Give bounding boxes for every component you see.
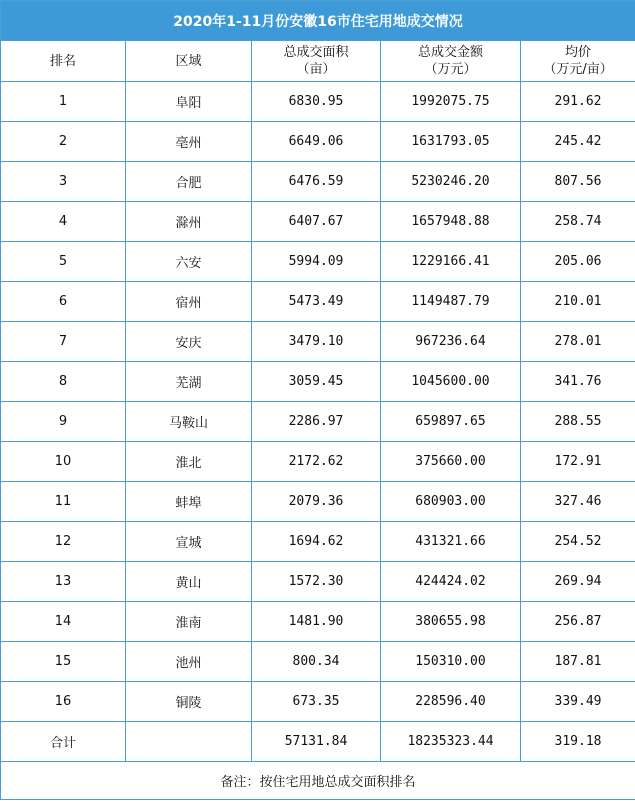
avg-price-cell: 341.76	[521, 362, 635, 402]
amount-cell: 375660.00	[381, 442, 521, 482]
table-row	[1, 442, 635, 482]
amount-cell: 1045600.00	[381, 362, 521, 402]
table-row	[1, 602, 635, 642]
rank-cell: 11	[1, 482, 126, 522]
avg-price-cell: 187.81	[521, 642, 635, 682]
header-rank: 排名	[1, 41, 126, 82]
area-cell: 3059.45	[252, 362, 381, 402]
total-region-cell	[126, 722, 252, 762]
area-cell: 1481.90	[252, 602, 381, 642]
amount-cell: 1229166.41	[381, 242, 521, 282]
avg-price-cell: 258.74	[521, 202, 635, 242]
avg-price-cell: 278.01	[521, 322, 635, 362]
avg-price-cell: 291.62	[521, 82, 635, 122]
region-cell: 淮南	[126, 602, 252, 642]
area-cell: 6407.67	[252, 202, 381, 242]
rank-cell: 9	[1, 402, 126, 442]
total-amount-cell: 18235323.44	[381, 722, 521, 762]
region-cell: 六安	[126, 242, 252, 282]
amount-cell: 680903.00	[381, 482, 521, 522]
table-row	[1, 682, 635, 722]
region-cell: 铜陵	[126, 682, 252, 722]
avg-price-cell: 269.94	[521, 562, 635, 602]
avg-price-cell: 807.56	[521, 162, 635, 202]
table-row	[1, 362, 635, 402]
header-amount	[381, 41, 521, 82]
title-row	[1, 1, 635, 41]
area-cell: 6649.06	[252, 122, 381, 162]
table-row	[1, 162, 635, 202]
total-label: 合计	[1, 722, 126, 762]
region-cell: 池州	[126, 642, 252, 682]
avg-price-cell: 172.91	[521, 442, 635, 482]
area-cell: 1572.30	[252, 562, 381, 602]
amount-cell: 380655.98	[381, 602, 521, 642]
rank-cell: 12	[1, 522, 126, 562]
area-cell: 2172.62	[252, 442, 381, 482]
rank-cell: 5	[1, 242, 126, 282]
avg-price-cell: 245.42	[521, 122, 635, 162]
header-amount-line2: （万元）	[424, 62, 477, 77]
area-cell: 6476.59	[252, 162, 381, 202]
area-cell: 800.34	[252, 642, 381, 682]
region-cell: 马鞍山	[126, 402, 252, 442]
amount-cell: 1631793.05	[381, 122, 521, 162]
amount-cell: 1992075.75	[381, 82, 521, 122]
rank-cell: 13	[1, 562, 126, 602]
rank-cell: 10	[1, 442, 126, 482]
region-cell: 宣城	[126, 522, 252, 562]
area-cell: 6830.95	[252, 82, 381, 122]
total-avg-price-cell: 319.18	[521, 722, 635, 762]
amount-cell: 150310.00	[381, 642, 521, 682]
amount-cell: 5230246.20	[381, 162, 521, 202]
header-area-line1: 总成交面积	[283, 45, 349, 60]
rank-cell: 6	[1, 282, 126, 322]
avg-price-cell: 205.06	[521, 242, 635, 282]
amount-cell: 424424.02	[381, 562, 521, 602]
rank-cell: 3	[1, 162, 126, 202]
table-note: 备注：按住宅用地总成交面积排名	[1, 762, 635, 800]
avg-price-cell: 288.55	[521, 402, 635, 442]
area-cell: 5473.49	[252, 282, 381, 322]
table-row	[1, 202, 635, 242]
header-area-line2: （亩）	[296, 62, 336, 77]
rank-cell: 7	[1, 322, 126, 362]
total-row	[1, 722, 635, 762]
region-cell: 黄山	[126, 562, 252, 602]
avg-price-cell: 254.52	[521, 522, 635, 562]
area-cell: 2079.36	[252, 482, 381, 522]
table-row	[1, 322, 635, 362]
table-row	[1, 522, 635, 562]
amount-cell: 659897.65	[381, 402, 521, 442]
table-row	[1, 642, 635, 682]
header-amount-line1: 总成交金额	[417, 45, 483, 60]
region-cell: 宿州	[126, 282, 252, 322]
table-row	[1, 482, 635, 522]
header-region: 区域	[126, 41, 252, 82]
note-row	[1, 762, 635, 800]
region-cell: 合肥	[126, 162, 252, 202]
region-cell: 安庆	[126, 322, 252, 362]
rank-cell: 15	[1, 642, 126, 682]
amount-cell: 1149487.79	[381, 282, 521, 322]
region-cell: 亳州	[126, 122, 252, 162]
region-cell: 蚌埠	[126, 482, 252, 522]
region-cell: 芜湖	[126, 362, 252, 402]
rank-cell: 4	[1, 202, 126, 242]
rank-cell: 1	[1, 82, 126, 122]
rank-cell: 14	[1, 602, 126, 642]
amount-cell: 431321.66	[381, 522, 521, 562]
area-cell: 1694.62	[252, 522, 381, 562]
avg-price-cell: 210.01	[521, 282, 635, 322]
total-area-cell: 57131.84	[252, 722, 381, 762]
region-cell: 滁州	[126, 202, 252, 242]
rank-cell: 16	[1, 682, 126, 722]
rank-cell: 8	[1, 362, 126, 402]
header-avg	[521, 41, 635, 82]
avg-price-cell: 327.46	[521, 482, 635, 522]
amount-cell: 1657948.88	[381, 202, 521, 242]
table-row	[1, 562, 635, 602]
table-row	[1, 242, 635, 282]
table-row	[1, 82, 635, 122]
area-cell: 3479.10	[252, 322, 381, 362]
region-cell: 阜阳	[126, 82, 252, 122]
table-row	[1, 282, 635, 322]
avg-price-cell: 256.87	[521, 602, 635, 642]
header-avg-line2: （万元/亩）	[543, 62, 613, 77]
header-area	[252, 41, 381, 82]
avg-price-cell: 339.49	[521, 682, 635, 722]
area-cell: 2286.97	[252, 402, 381, 442]
table-row	[1, 122, 635, 162]
amount-cell: 228596.40	[381, 682, 521, 722]
amount-cell: 967236.64	[381, 322, 521, 362]
rank-cell: 2	[1, 122, 126, 162]
table-row	[1, 402, 635, 442]
region-cell: 淮北	[126, 442, 252, 482]
area-cell: 673.35	[252, 682, 381, 722]
header-row	[1, 41, 635, 82]
area-cell: 5994.09	[252, 242, 381, 282]
table-title: 2020年1-11月份安徽16市住宅用地成交情况	[1, 1, 635, 41]
header-avg-line1: 均价	[565, 45, 592, 60]
